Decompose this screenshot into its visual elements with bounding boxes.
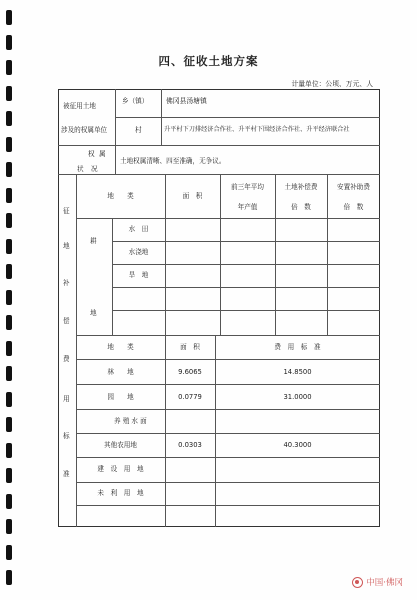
binder-hole [6,188,12,203]
lower-row-label: 其他农用地 [104,441,137,449]
row-divider [115,117,380,118]
owner-unit-label-2: 涉及的权属单位 [61,126,108,134]
cultivated-label-char: 耕 [90,237,97,245]
ownership-label-char: 属 [99,150,106,158]
row-divider [76,409,380,410]
side-label-char: 补 [63,279,70,287]
watermark-logo-icon [352,577,363,588]
row-divider [112,310,380,311]
header-resettlement-1: 安置补助费 [337,183,370,191]
binder-hole [6,570,12,585]
binder-hole [6,443,12,458]
township-label: 乡（镇） [122,97,149,105]
lower-header-area: 面 积 [180,343,200,351]
row-divider [112,264,380,265]
row-divider [58,145,380,146]
header-output-1: 前三年平均 [231,183,264,191]
header-compensation-2: 倍 数 [291,203,311,211]
row-divider [76,359,380,360]
lower-row-label: 未 利 用 地 [97,489,144,497]
col-divider [327,174,328,335]
side-label-char: 准 [63,470,70,478]
lower-row-label: 建 设 用 地 [97,465,144,473]
upper-row-label: 旱 地 [128,271,149,279]
watermark-text: 中国·佛冈 [366,578,403,588]
binder-hole [6,86,12,101]
row-divider [76,218,380,219]
binder-hole [6,290,12,305]
ownership-label-char: 状 [77,165,84,173]
lower-row-area: 9.6065 [178,368,202,376]
watermark [352,576,403,588]
col-divider [161,89,162,145]
binder-hole [6,264,12,279]
binder-hole [6,315,12,330]
binder-hole [6,545,12,560]
upper-row-label: 水 田 [128,225,149,233]
lower-header-standard: 费 用 标 准 [274,343,321,351]
units-note: 计量单位：公顷、万元、人 [291,80,373,88]
township-value: 佛冈县汤塘镇 [166,97,207,105]
binder-hole [6,468,12,483]
lower-row-standard: 14.8500 [283,368,312,376]
ownership-label-char: 权 [88,150,95,158]
binder-hole [6,239,12,254]
side-label-char: 地 [63,242,70,250]
row-divider [76,457,380,458]
side-label-char: 征 [63,207,70,215]
col-divider [215,335,216,527]
binder-hole [6,111,12,126]
owner-unit-label-1: 被征用土地 [63,102,96,110]
binder-hole [6,494,12,509]
side-label-char: 用 [63,395,70,403]
row-divider [76,482,380,483]
binder-hole [6,35,12,50]
col-divider [115,89,116,174]
lower-row-area: 0.0779 [178,393,202,401]
binder-hole [6,341,12,356]
side-label-char: 费 [63,355,70,363]
binder-hole [6,162,12,177]
row-divider [112,241,380,242]
lower-row-standard: 31.0000 [283,393,312,401]
header-area: 面 积 [182,192,203,200]
row-divider [76,384,380,385]
side-label-char: 偿 [63,317,70,325]
binder-hole [6,213,12,228]
village-value: 升平村下刀排经济合作社、升平村下围经济合作社、升平经济联合社 [164,126,350,133]
cultivated-label-char: 地 [90,309,97,317]
lower-row-label: 林 地 [107,368,134,376]
header-land-type: 地 类 [107,192,134,200]
col-divider [220,174,221,335]
row-divider [76,433,380,434]
binder-holes [0,0,22,600]
binder-hole [6,392,12,407]
page-title: 四、征收土地方案 [158,54,259,68]
col-divider [275,174,276,335]
row-divider [76,505,380,506]
row-divider [58,174,380,175]
header-output-2: 年产值 [237,203,258,211]
binder-hole [6,417,12,432]
binder-hole [6,137,12,152]
binder-hole [6,519,12,534]
form-border [58,89,380,527]
upper-row-label: 水浇地 [128,248,149,256]
lower-row-area: 0.0303 [178,441,202,449]
lower-row-label: 园 地 [107,393,134,401]
row-divider [112,287,380,288]
ownership-label-char: 况 [91,165,98,173]
header-resettlement-2: 倍 数 [343,203,364,211]
binder-hole [6,10,12,25]
header-compensation-1: 土地补偿费 [284,183,318,191]
lower-row-label: 养 殖 水 面 [114,417,147,425]
lower-header-land-type: 地 类 [107,343,134,351]
lower-row-standard: 40.3000 [283,441,312,449]
row-divider [76,335,380,336]
village-label: 村 [135,126,142,134]
side-label-char: 标 [63,432,70,440]
binder-hole [6,366,12,381]
ownership-text: 土地权属清晰、四至准确，无争议。 [120,157,226,165]
